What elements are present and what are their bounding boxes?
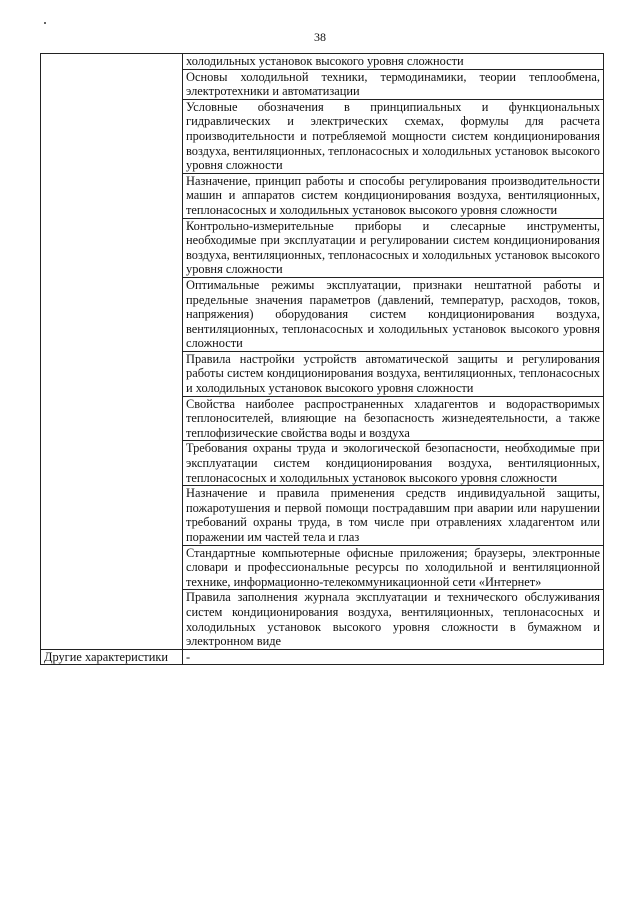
knowledge-item: Требования охраны труда и экологической безопасности, необходимые при эксплуатации систем кондиционирования воздуха, вентиляционных, теплонасосных и холодильных установок высокого уровня сложности xyxy=(183,441,604,486)
knowledge-item: Контрольно-измерительные приборы и слесарные инструменты, необходимые при эксплуатации и регулировании систем кондиционирования воздуха, вентиляционных, теплонасосных и холодильных установок высокого уровня сложности xyxy=(183,218,604,277)
knowledge-item: Стандартные компьютерные офисные приложения; браузеры, электронные словари и профессиональные ресурсы по холодильной и вентиляционной технике, информационно-телекоммуникационной сети «Интернет» xyxy=(183,545,604,590)
knowledge-item: Назначение, принцип работы и способы регулирования производительности машин и аппаратов систем кондиционирования воздуха, вентиляционных, теплонасосных и холодильных установок высокого уровня сложности xyxy=(183,173,604,218)
category-cell-knowledge xyxy=(41,54,183,650)
knowledge-item: Свойства наиболее распространенных хладагентов и водорастворимых теплоносителей, влияющие на безопасность жизнедеятельности, а также теплофизические свойства воды и воздуха xyxy=(183,396,604,441)
other-characteristics-label: Другие характеристики xyxy=(41,649,183,665)
knowledge-item: Оптимальные режимы эксплуатации, признаки нештатной работы и предельные значения параметров (давлений, температур, расходов, токов, напряжения) оборудования систем кондиционирования воздуха, вентиляционных, теплонасосных и холодильных установок высокого уровня сложности xyxy=(183,277,604,351)
page-number: 38 xyxy=(314,30,326,44)
knowledge-item: Основы холодильной техники, термодинамики, теории теплообмена, электротехники и автоматизации xyxy=(183,69,604,99)
table-row xyxy=(41,54,604,70)
table-row xyxy=(41,649,604,665)
knowledge-item: холодильных установок высокого уровня сложности xyxy=(183,54,604,70)
requirements-table xyxy=(40,53,604,665)
knowledge-item: Правила настройки устройств автоматической защиты и регулирования работы систем кондиционирования воздуха, вентиляционных, теплонасосных и холодильных установок высокого уровня сложности xyxy=(183,351,604,396)
knowledge-item: Правила заполнения журнала эксплуатации и технического обслуживания систем кондиционирования воздуха, вентиляционных, теплонасосных и холодильных установок высокого уровня сложности в бумажном и электронном виде xyxy=(183,590,604,649)
other-characteristics-value: - xyxy=(183,649,604,665)
scan-speck xyxy=(44,22,46,24)
knowledge-item: Назначение и правила применения средств индивидуальной защиты, пожаротушения и первой помощи пострадавшим при аварии или нарушении требований охраны труда, в том числе при отравлениях хладагентом или поражении им частей тела и глаз xyxy=(183,486,604,545)
knowledge-item: Условные обозначения в принципиальных и функциональных гидравлических и электрических схемах, формулы для расчета производительности и потребляемой мощности систем кондиционирования воздуха, вентиляционных, теплонасосных и холодильных установок высокого уровня сложности xyxy=(183,99,604,173)
